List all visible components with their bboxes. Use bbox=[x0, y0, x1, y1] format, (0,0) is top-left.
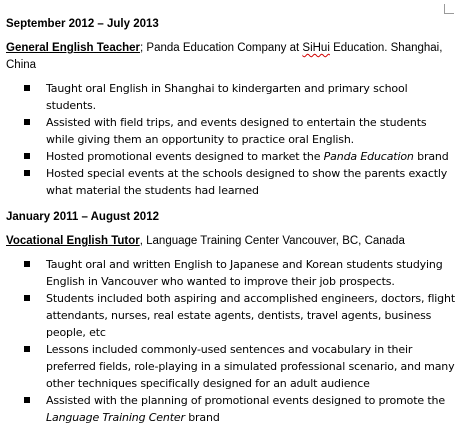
brand-name: Panda Education bbox=[323, 150, 414, 163]
job-date: September 2012 – July 2013 bbox=[6, 18, 159, 30]
job-title: General English Teacher bbox=[6, 42, 141, 54]
list-item bbox=[6, 256, 456, 290]
list-item bbox=[6, 392, 456, 426]
list-item bbox=[6, 165, 456, 199]
duty-list bbox=[6, 256, 456, 426]
list-item-text: Taught oral and written English to Japanese and Korean students studying English in Vancouver who wanted to improve their job prospects. bbox=[46, 258, 443, 288]
list-item bbox=[6, 148, 456, 165]
list-item-text: Hosted special events at the schools designed to show the parents exactly what material the students had learned bbox=[46, 167, 448, 197]
list-item-text: Assisted with the planning of promotional events designed to promote the bbox=[46, 394, 445, 407]
list-item-text: brand bbox=[184, 411, 220, 424]
list-item-text: Assisted with field trips, and events designed to entertain the students while giving them an opportunity to practice oral English. bbox=[46, 116, 427, 146]
list-item bbox=[6, 114, 456, 148]
brand-name: Language Training Center bbox=[46, 411, 185, 424]
bullet-square-icon bbox=[24, 153, 30, 159]
company-name-misspelled: SiHui bbox=[302, 42, 330, 54]
list-item bbox=[6, 341, 456, 392]
list-item-text: brand bbox=[413, 150, 449, 163]
job-title: Vocational English Tutor bbox=[6, 235, 140, 247]
list-item-text: Taught oral English in Shanghai to kindergarten and primary school students. bbox=[46, 82, 408, 112]
list-item bbox=[6, 80, 456, 114]
company-text: ; Panda Education Company at bbox=[140, 42, 303, 54]
page-corner-mark bbox=[444, 4, 454, 14]
list-item-text: Students included both aspiring and accomplished engineers, doctors, flight attendants, nurses, real estate agents, dentists, travel agents, business people, etc bbox=[46, 292, 455, 339]
bullet-square-icon bbox=[24, 85, 30, 91]
list-item-text: Hosted promotional events designed to market the bbox=[46, 150, 324, 163]
bullet-square-icon bbox=[24, 261, 30, 267]
bullet-square-icon bbox=[24, 346, 30, 352]
bullet-square-icon bbox=[24, 397, 30, 403]
list-item-text: Lessons included commonly-used sentences and vocabulary in their preferred fields, role-playing in a simulated professional scenario, and many other techniques specifically designed for an adult audience bbox=[46, 343, 455, 390]
bullet-square-icon bbox=[24, 119, 30, 125]
job-heading bbox=[6, 40, 456, 74]
duty-list bbox=[6, 80, 456, 199]
resume-document bbox=[6, 16, 456, 426]
company-text: , Language Training Center Vancouver, BC, Canada bbox=[139, 235, 405, 247]
bullet-square-icon bbox=[24, 170, 30, 176]
bullet-square-icon bbox=[24, 295, 30, 301]
job-heading bbox=[6, 233, 456, 250]
list-item bbox=[6, 290, 456, 341]
company-text-rest: Education. Shanghai, China bbox=[6, 42, 443, 71]
job-date: January 2011 – August 2012 bbox=[6, 211, 159, 223]
